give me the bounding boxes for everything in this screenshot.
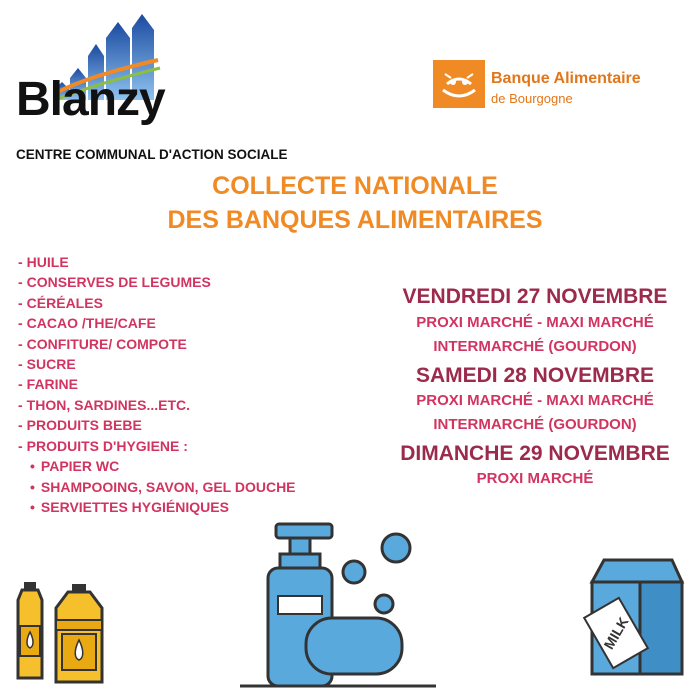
- list-item-label: PRODUITS BEBE: [26, 417, 142, 434]
- list-item-label: CONSERVES DE LEGUMES: [26, 274, 211, 291]
- list-dash: -: [18, 294, 23, 311]
- schedule-place: INTERMARCHÉ (GOURDON): [433, 338, 637, 355]
- list-item: [18, 354, 211, 374]
- list-dash: -: [18, 355, 23, 372]
- list-item: [18, 395, 211, 415]
- list-bullet: •: [30, 499, 35, 515]
- list-item-label: SERVIETTES HYGIÉNIQUES: [40, 499, 229, 515]
- list-item: [18, 374, 211, 394]
- oil-bottles-icon: [8, 578, 118, 688]
- list-dash: -: [18, 315, 23, 332]
- list-item: [18, 415, 211, 435]
- list-dash: -: [18, 376, 23, 393]
- list-item-label: SUCRE: [26, 355, 76, 372]
- schedule-place: PROXI MARCHÉ - MAXI MARCHÉ: [416, 392, 654, 409]
- schedule-day-1: VENDREDI 27 NOVEMBRE: [402, 285, 668, 308]
- ccas-tagline: CENTRE COMMUNAL D'ACTION SOCIALE: [16, 147, 288, 162]
- list-dash: -: [18, 417, 23, 434]
- list-item-label: HUILE: [26, 254, 69, 270]
- banque-alimentaire-name: Banque Alimentaire: [491, 70, 641, 87]
- list-item: [18, 436, 211, 456]
- list-bullet: •: [30, 478, 35, 495]
- list-item-label: THON, SARDINES...ETC.: [26, 396, 191, 413]
- list-item: [18, 334, 211, 354]
- schedule-place: PROXI MARCHÉ - MAXI MARCHÉ: [416, 314, 654, 331]
- page-title-line1: COLLECTE NATIONALE: [212, 172, 498, 200]
- product-list: [18, 252, 211, 456]
- list-item-label: CÉRÉALES: [26, 294, 103, 311]
- milk-label: MILK: [600, 614, 632, 652]
- list-item: [18, 293, 211, 313]
- schedule-place: PROXI MARCHÉ: [476, 470, 594, 487]
- milk-carton-icon: [582, 556, 686, 680]
- list-item: [18, 252, 211, 272]
- schedule-day-3: DIMANCHE 29 NOVEMBRE: [400, 442, 670, 465]
- banque-alimentaire-logo-icon: [433, 60, 485, 108]
- schedule-place: INTERMARCHÉ (GOURDON): [433, 416, 637, 433]
- list-dash: -: [18, 437, 23, 454]
- page-title-line2: DES BANQUES ALIMENTAIRES: [167, 206, 543, 234]
- list-item: [18, 272, 211, 292]
- list-dash: -: [18, 254, 23, 270]
- banque-alimentaire-region: de Bourgogne: [491, 91, 573, 106]
- soap-dispenser-icon: [240, 520, 440, 695]
- list-item: [30, 477, 296, 498]
- blanzy-wordmark: Blanzy: [16, 73, 165, 126]
- list-item-label: PRODUITS D'HYGIENE :: [26, 437, 188, 454]
- list-dash: -: [18, 335, 23, 352]
- list-item: [30, 456, 296, 477]
- list-item: [30, 497, 296, 518]
- list-item-label: SHAMPOOING, SAVON, GEL DOUCHE: [40, 478, 296, 495]
- list-item: [18, 313, 211, 333]
- list-item-label: FARINE: [26, 376, 79, 393]
- list-item-label: PAPIER WC: [40, 458, 120, 474]
- list-item-label: CONFITURE/ COMPOTE: [26, 335, 187, 352]
- hygiene-sublist: [30, 456, 296, 518]
- list-bullet: •: [30, 458, 35, 474]
- schedule-day-2: SAMEDI 28 NOVEMBRE: [415, 364, 655, 387]
- list-dash: -: [18, 396, 23, 413]
- list-item-label: CACAO /THE/CAFE: [26, 315, 156, 332]
- list-dash: -: [18, 274, 23, 291]
